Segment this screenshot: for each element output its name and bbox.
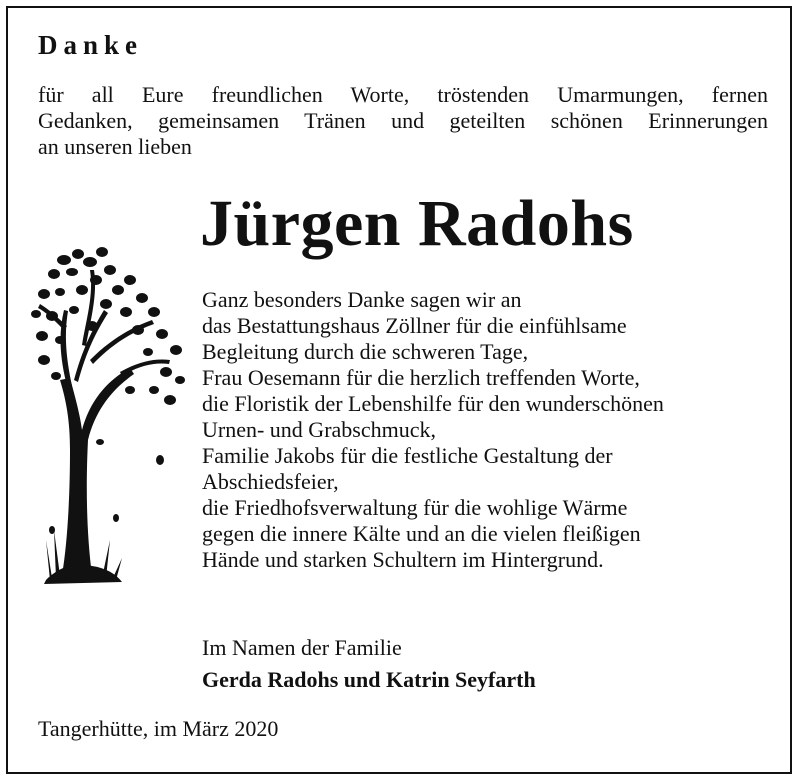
on-behalf-text: Im Namen der Familie (202, 635, 402, 660)
thanks-line: die Friedhofsverwaltung für die wohlige Wärme (202, 495, 628, 520)
thanks-line: Begleitung durch die schweren Tage, (202, 339, 529, 364)
place-date: Tangerhütte, im März 2020 (38, 716, 279, 741)
thanks-line: Hände und starken Schultern im Hintergrund. (202, 547, 604, 572)
intro-text (38, 82, 768, 160)
tree-icon (30, 240, 190, 590)
thanks-line: gegen die innere Kälte und an die vielen fleißigen (202, 521, 641, 546)
thanks-line: das Bestattungshaus Zöllner für die einfühlsame (202, 313, 627, 338)
thanks-line: Familie Jakobs für die festliche Gestaltung der (202, 443, 613, 468)
heading: Danke (38, 30, 144, 60)
thanks-line: Frau Oesemann für die herzlich treffenden Worte, (202, 365, 640, 390)
deceased-name: Jürgen Radohs (200, 187, 634, 260)
intro-line: für all Eure freundlichen Worte, tröstenden Umarmungen, fernen (38, 82, 768, 107)
intro-line: an unseren lieben (38, 134, 192, 159)
thanks-line: Abschiedsfeier, (202, 469, 339, 494)
intro-line: Gedanken, gemeinsamen Tränen und geteilten schönen Erinnerungen (38, 108, 768, 133)
thanks-line: Urnen- und Grabschmuck, (202, 417, 436, 442)
thanks-line: Ganz besonders Danke sagen wir an (202, 287, 522, 312)
thanks-text (202, 287, 664, 573)
thanks-line: die Floristik der Lebenshilfe für den wunderschönen (202, 391, 664, 416)
signers-names: Gerda Radohs und Katrin Seyfarth (202, 667, 536, 692)
closing-block (202, 632, 536, 696)
